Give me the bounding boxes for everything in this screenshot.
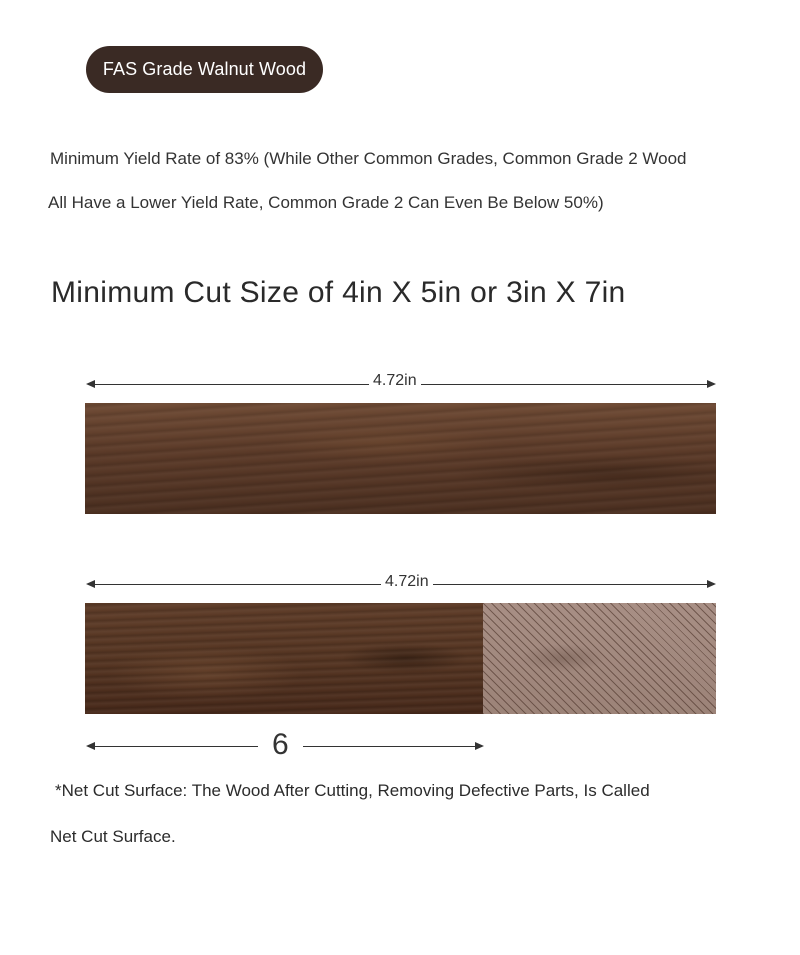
walnut-board-full [85,403,716,514]
net-cut-note-line-1: *Net Cut Surface: The Wood After Cutting, Removing Defective Parts, Is Called [55,781,650,800]
defective-part-hatched [483,603,716,714]
net-cut-note-line-2: Net Cut Surface. [50,827,176,846]
cut-size-heading: Minimum Cut Size of 4in X 5in or 3in X 7in [51,276,626,309]
yield-text-line-1: Minimum Yield Rate of 83% (While Other Common Grades, Common Grade 2 Wood [50,149,687,168]
board1-dimension-label: 4.72in [369,372,421,390]
grade-badge: FAS Grade Walnut Wood [86,46,323,93]
net-cut-label: 6 [258,728,303,762]
net-cut-surface-board [85,603,483,714]
yield-text-line-2: All Have a Lower Yield Rate, Common Grade 2 Can Even Be Below 50%) [48,193,604,212]
board2-dimension-label: 4.72in [381,573,433,591]
